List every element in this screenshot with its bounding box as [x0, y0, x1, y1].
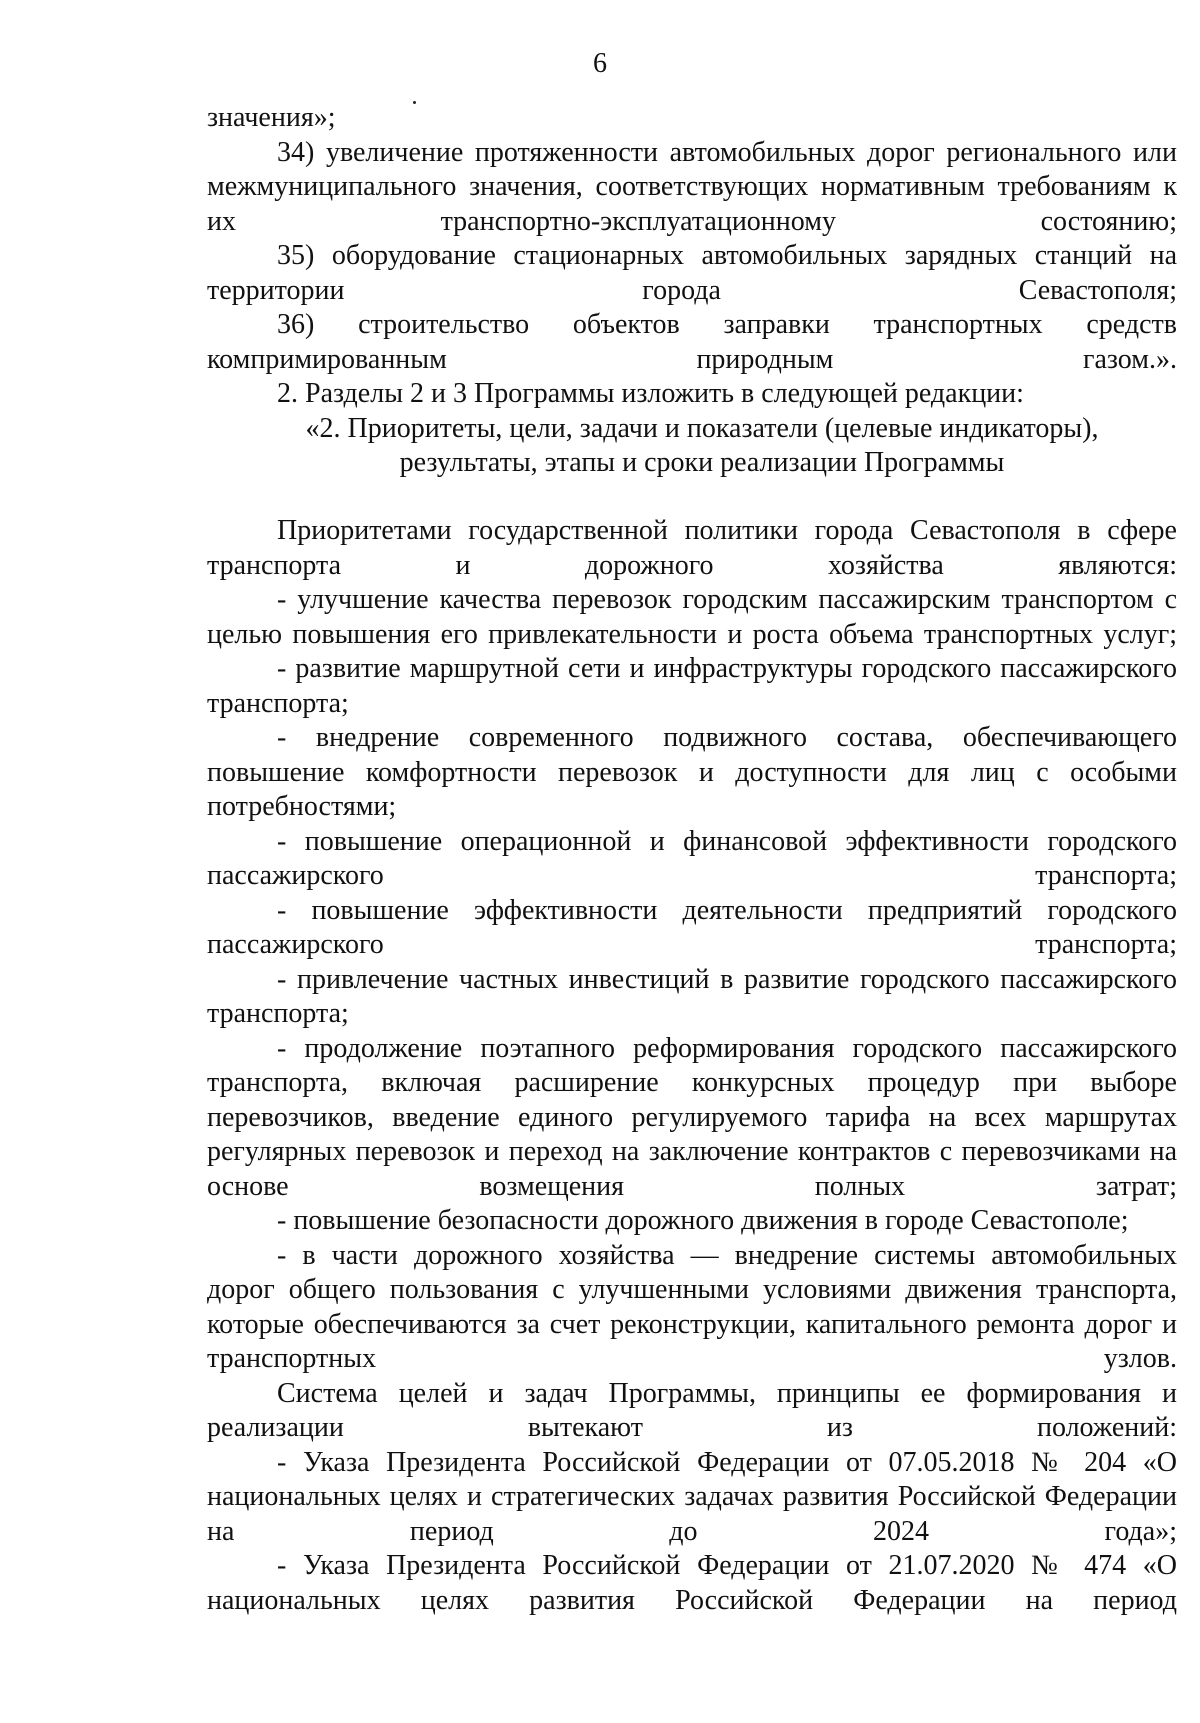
priority-bullet: - внедрение современного подвижного состава, обеспечивающего повышение комфортности перевозок и доступности для лиц с особыми потребностями;: [207, 722, 1177, 822]
priority-bullet: - развитие маршрутной сети и инфраструктуры городского пассажирского транспорта;: [207, 653, 1177, 719]
priority-bullet: - повышение эффективности деятельности предприятий городского пассажирского транспорта;: [207, 894, 1177, 960]
system-paragraph: Система целей и задач Программы, принципы ее формирования и реализации вытекают из положений:: [207, 1377, 1177, 1443]
priority-bullet: - в части дорожного хозяйства — внедрение системы автомобильных дорог общего пользования с улучшенными условиями движения транспорта, которые обеспечиваются за счет реконструкции, капитального ремонта дорог и транспортных узлов.: [207, 1239, 1177, 1374]
top-section: [207, 101, 1177, 481]
section-heading-line-2: результаты, этапы и сроки реализации Программы: [399, 447, 1005, 478]
list-item-35: 35) оборудование стационарных автомобильных зарядных станций на территории города Севастополя;: [207, 240, 1177, 306]
point-2: 2. Разделы 2 и 3 Программы изложить в следующей редакции:: [277, 378, 1024, 409]
priorities-intro: Приоритетами государственной политики города Севастополя в сфере транспорта и дорожного хозяйства являются:: [207, 515, 1177, 581]
priority-bullet: - привлечение частных инвестиций в развитие городского пассажирского транспорта;: [207, 963, 1177, 1029]
decree-reference: - Указа Президента Российской Федерации от 21.07.2020 № 474 «О национальных целях развития Российской Федерации на период: [207, 1550, 1177, 1616]
priority-bullet: - повышение операционной и финансовой эффективности городского пассажирского транспорта;: [207, 825, 1177, 891]
list-item-34: 34) увеличение протяженности автомобильных дорог регионального или межмуниципального значения, соответствующих нормативным требованиям к их транспортно-эксплуатационному состоянию;: [207, 136, 1177, 237]
continuation-line: значения»;: [207, 102, 336, 133]
priority-bullet: - улучшение качества перевозок городским пассажирским транспортом с целью повышения его привлекательности и роста объема транспортных услуг;: [207, 584, 1177, 650]
priority-bullet: - повышение безопасности дорожного движения в городе Севастополе;: [277, 1205, 1129, 1236]
page-number: 6: [593, 48, 607, 79]
priority-bullet: - продолжение поэтапного реформирования городского пассажирского транспорта, включая расширение конкурсных процедур при выборе перевозчиков, введение единого регулируемого тарифа на всех маршрутах регулярных перевозок и переход на заключение контрактов с перевозчиками на основе возмещения полных затрат;: [207, 1032, 1177, 1202]
decree-reference: - Указа Президента Российской Федерации от 07.05.2018 № 204 «О национальных целях и стратегических задачах развития Российской Федерации на период до 2024 года»;: [207, 1446, 1177, 1547]
section-heading-line-1: «2. Приоритеты, цели, задачи и показатели (целевые индикаторы),: [305, 412, 1099, 444]
body-section: [207, 514, 1177, 1618]
list-item-36: 36) строительство объектов заправки транспортных средств компримированным природным газом.».: [207, 309, 1177, 375]
